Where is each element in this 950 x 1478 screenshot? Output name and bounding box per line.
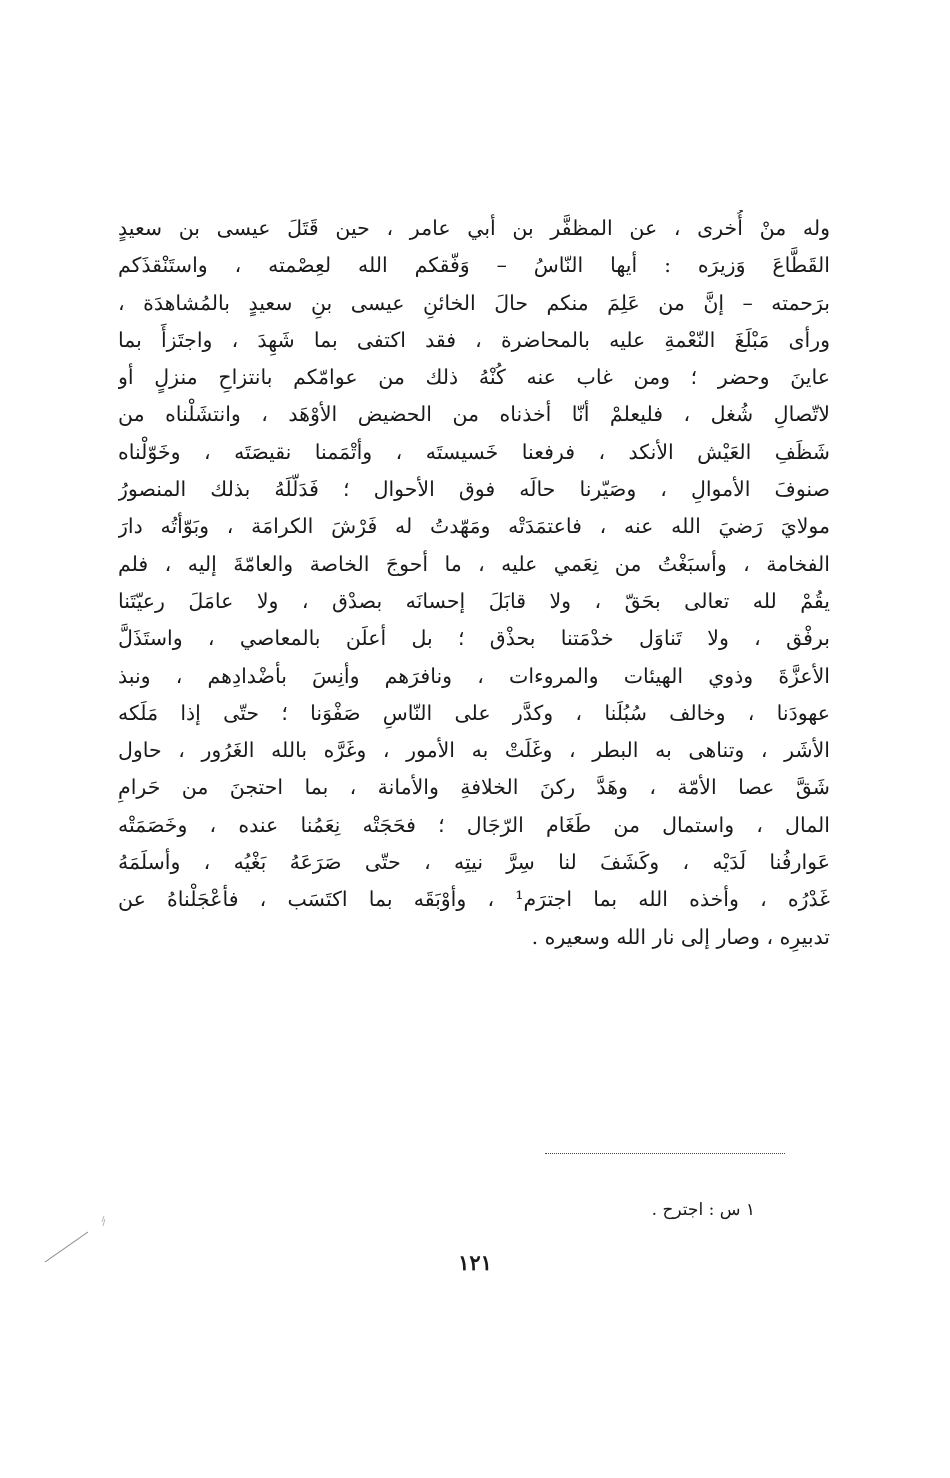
text-line: المال ، واستمال من طَغَام الرّجَال ؛ فحَجَتْه نِعَمُنا عنده ، وخَصَمَتْه [118, 812, 830, 837]
text-line: عهودَنا ، وخالف سُبُلَنا ، وكدَّر على النّاسِ صَفْوَنا ؛ حتّى إذا مَلَكه [118, 700, 830, 725]
text-line: القَطَّاعَ وَزيرَه : أيها النّاسُ – وَفّقكم الله لعِصْمته ، واستَنْقذَكم [118, 253, 830, 278]
text-line: برفْق ، ولا تَناوَل خدْمَتنا بحذْق ؛ بل أعلَن بالمعاصي ، واستَذَلَّ [118, 626, 830, 651]
text-line: لاتّصالِ شُغل ، فليعلمْ أنّا أخذناه من الحضيض الأوْهَد ، وانتشَلْناه من [118, 402, 830, 427]
text-line: صنوفَ الأموالِ ، وصَيّرنا حالَه فوق الأحوال ؛ فَدَلّلَهُ بذلك المنصورُ [118, 477, 830, 502]
text-line: عاينَ وحضر ؛ ومن غاب عنه كُنْهُ ذلك من عوامّكم بانتزاحِ منزلٍ أو [118, 365, 830, 390]
pencil-mark [40, 1210, 120, 1270]
text-line: تدبيرِه ، وصار إلى نار الله وسعيره . [531, 924, 830, 949]
text-line: ورأى مَبْلَغَ النّعْمةِ عليه بالمحاضرة ، فقد اكتفى بما شَهِدَ ، واجتَزأَ بما [118, 327, 830, 352]
text-line: الأشَر ، وتناهى به البطر ، وغَلَتْ به الأمور ، وغَرَّه بالله الغَرُور ، حاول [118, 738, 830, 763]
text-line: وله منْ أُخرى ، عن المظفَّر بن أبي عامر ، حين قَتَلَ عيسى بن سعيدٍ [118, 216, 830, 240]
footnote-separator [545, 1153, 785, 1154]
text-line: يقُمْ لله تعالى بحَقّ ، ولا قابَلَ إحسانَه بصدْق ، ولا عامَلَ رعيّتَنا [118, 588, 830, 613]
text-line: الأعزَّةَ وذوي الهيئات والمروءات ، ونافرَهم وأنِسَ بأضْدادِهم ، ونبذ [118, 663, 830, 688]
text-line: غَدْرُه ، وأخذه الله بما اجترَم¹ ، وأوْبَقَه بما اكتَسَب ، فأعْجَلْناهُ عن [118, 887, 830, 912]
text-line: عَوارفُنا لَدَيْه ، وكَشَفَ لنا سِرَّ نيتِه ، حتّى صَرَعَهُ بَغْيُه ، وأسلَمَهُ [118, 850, 830, 875]
page-number: ١٢١ [458, 1250, 492, 1275]
footnote: ١ س : اجترح . [651, 1200, 755, 1220]
main-paragraph [118, 210, 830, 956]
text-line: برَحمته – إنَّ من عَلِمَ منكم حالَ الخائنِ عيسى بنِ سعيدٍ بالمُشاهدَة ، [118, 290, 830, 315]
text-line: شَظَفِ العَيْش الأنكد ، فرفعنا خَسيستَه ، وأتْمَمنا نقيصَتَه ، وخَوّلْناه [118, 439, 830, 464]
text-line: مولايَ رَضيَ الله عنه ، فاعتمَدَتْه ومَهّدتُ له فَرْشَ الكرامَة ، وبَوّأتُه دارَ [118, 514, 830, 539]
text-line: شَقَّ عصا الأمّة ، وهَدَّ ركنَ الخلافةِ والأمانة ، بما احتجنَ من حَرامِ [118, 775, 830, 800]
text-line: الفخامة ، وأسبَغْتُ من نِعَمي عليه ، ما أحوجَ الخاصة والعامّةَ إليه ، فلم [118, 551, 830, 576]
